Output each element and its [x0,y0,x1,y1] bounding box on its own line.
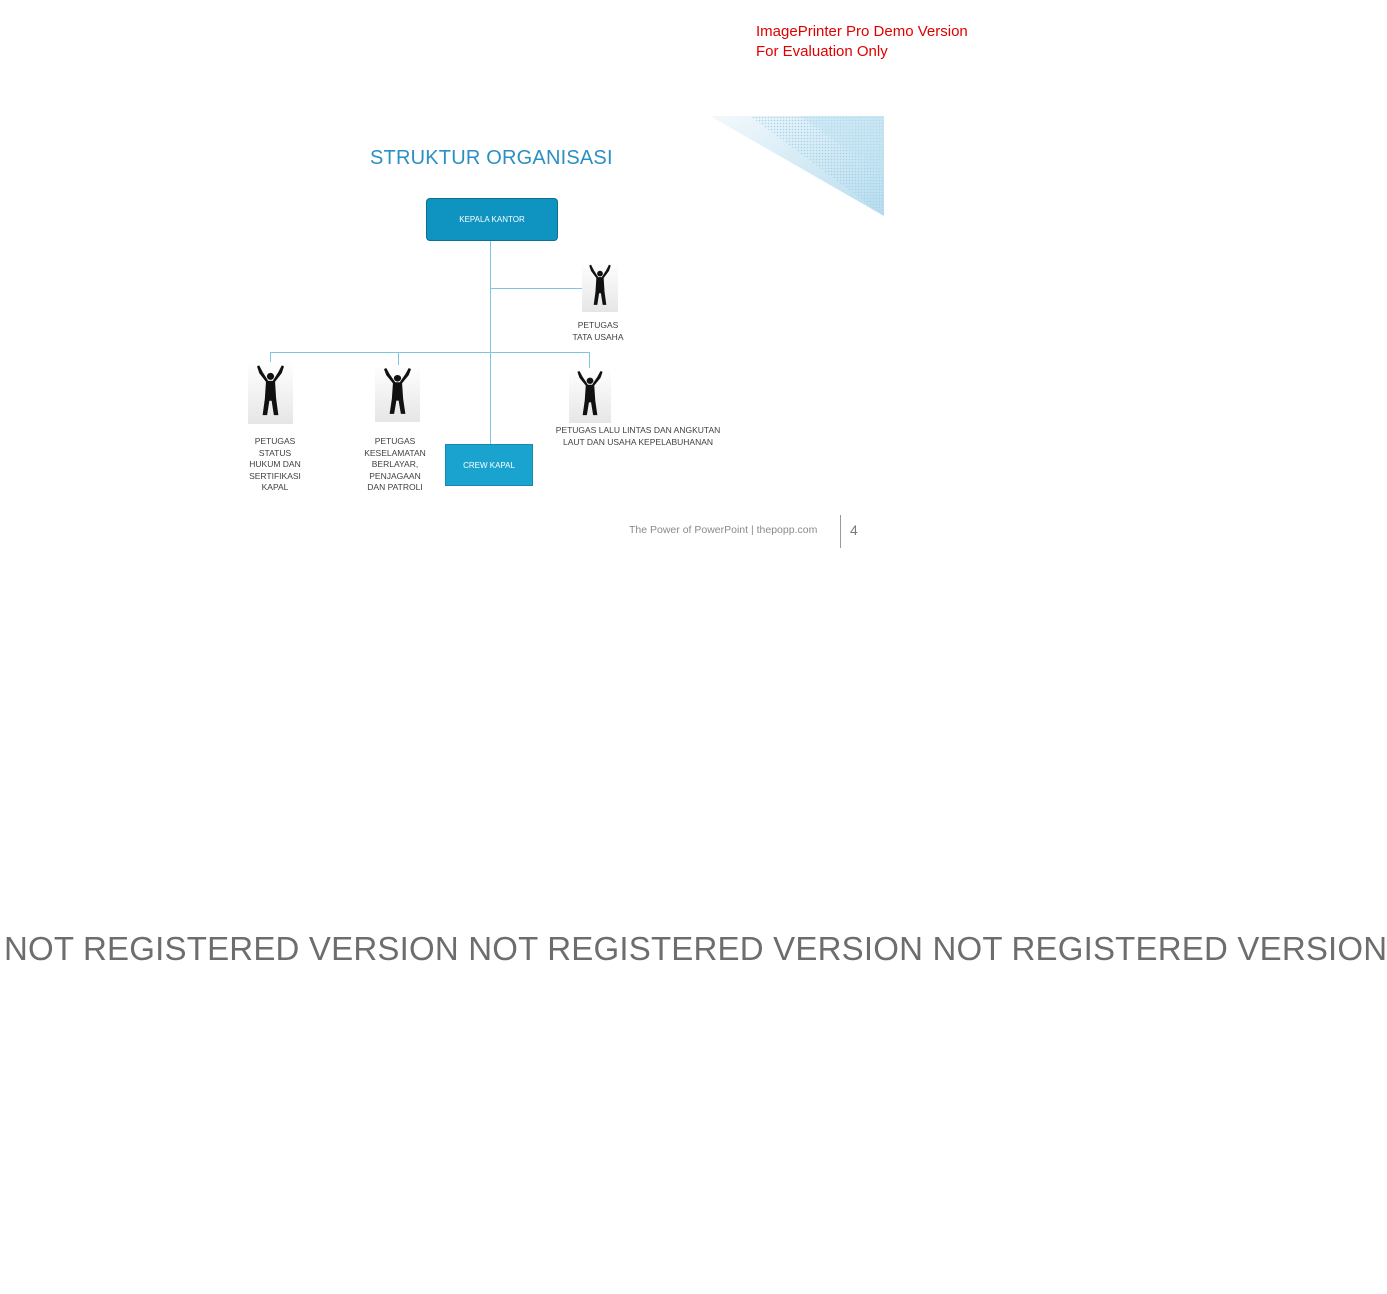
footer-divider [840,515,841,548]
corner-decoration [710,116,884,216]
slide-footer: The Power of PowerPoint | thepopp.com [629,524,818,536]
status-hukum-label: PETUGAS STATUS HUKUM DAN SERTIFIKASI KAPAL [249,436,301,492]
lalu-lintas-label: PETUGAS LALU LINTAS DAN ANGKUTAN LAUT DAN USAHA KEPELABUHANAN [555,425,721,447]
crew-kapal-box [445,444,533,486]
evaluation-watermark [756,22,968,62]
not-registered-watermark: NOT REGISTERED VERSION NOT REGISTERED VERSION NOT REGISTERED VERSION [4,930,1387,967]
person-tata-usaha-icon [582,262,618,312]
kepala-kantor-box [426,198,558,241]
slide-title: STRUKTUR ORGANISASI [370,147,613,169]
kepala-kantor-label: KEPALA KANTOR [459,215,525,224]
org-connectors [0,0,1000,600]
watermark-line-2: For Evaluation Only [756,43,888,60]
watermark-line-1: ImagePrinter Pro Demo Version [756,23,968,40]
keselamatan-label: PETUGAS KESELAMATAN BERLAYAR, PENJAGAAN DAN PATROLI [364,436,426,492]
page-number: 4 [850,522,858,538]
person-keselamatan-icon [375,365,420,422]
person-lalu-lintas-icon [569,368,611,423]
crew-kapal-label: CREW KAPAL [463,460,515,470]
tata-usaha-label: PETUGAS TATA USAHA [572,320,624,342]
person-status-hukum-icon [248,362,293,424]
